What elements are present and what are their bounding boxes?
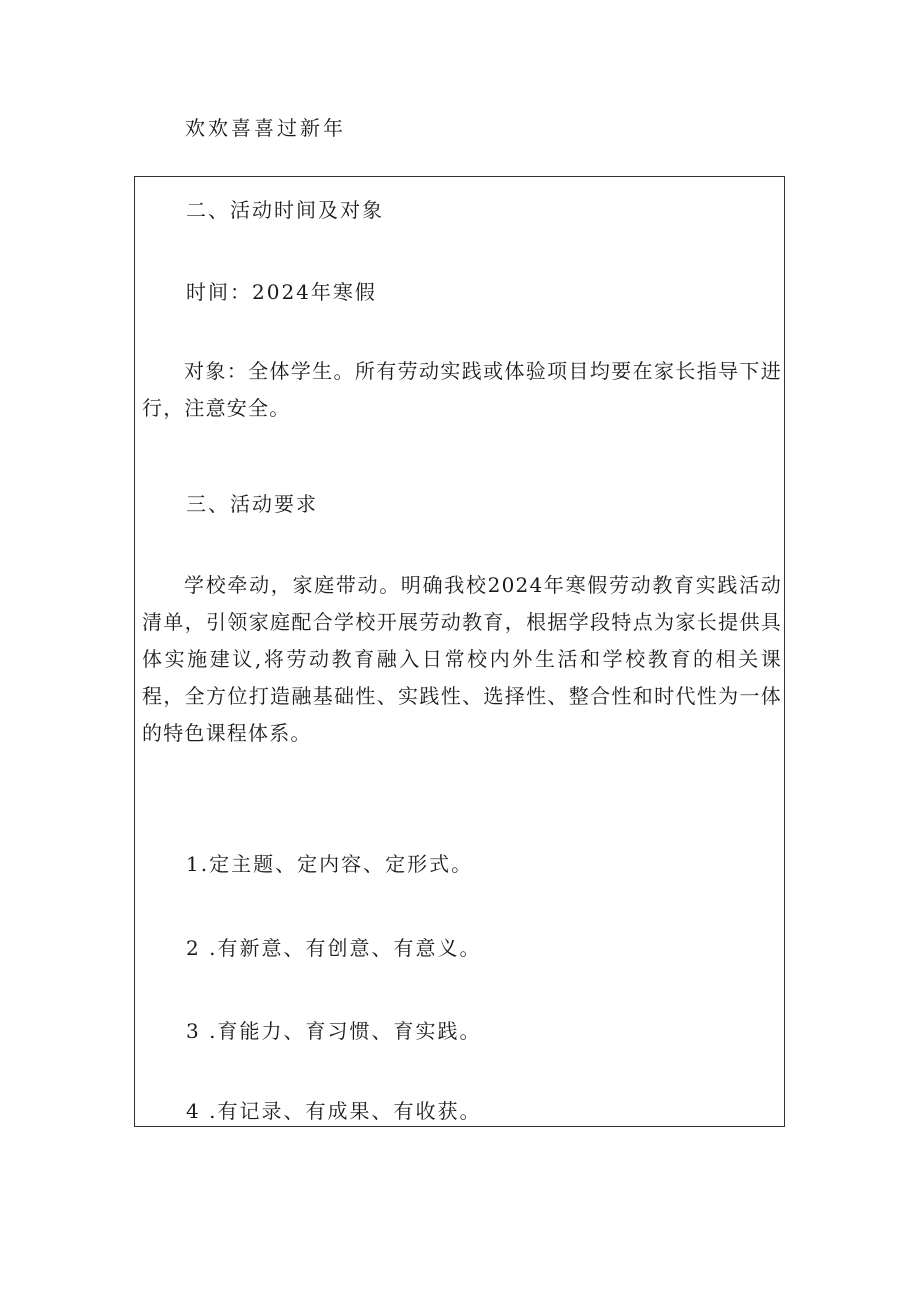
requirement-item-1: 1.定主题、定内容、定形式。 [186, 852, 474, 876]
section3-heading: 三、活动要求 [186, 492, 318, 516]
section2-heading: 二、活动时间及对象 [186, 198, 384, 222]
activity-time: 时间：2024年寒假 [186, 280, 377, 304]
requirement-item-2: 2 .有新意、有创意、有意义。 [186, 936, 482, 960]
requirement-item-4: 4 .有记录、有成果、有收获。 [186, 1099, 482, 1123]
content-table-cell [134, 176, 785, 1127]
activity-target: 对象：全体学生。所有劳动实践或体验项目均要在家长指导下进行，注意安全。 [142, 359, 782, 420]
page-header-line: 欢欢喜喜过新年 [185, 116, 346, 140]
requirement-item-3: 3 .育能力、育习惯、育实践。 [186, 1019, 482, 1043]
requirements-paragraph: 学校牵动，家庭带动。明确我校2024年寒假劳动教育实践活动清单，引领家庭配合学校开展劳动教育，根据学段特点为家长提供具体实施建议,将劳动教育融入日常校内外生活和学校教育的相关课程，全方位打造融基础性、实践性、选择性、整合性和时代性为一体的特色课程体系。 [142, 573, 782, 745]
